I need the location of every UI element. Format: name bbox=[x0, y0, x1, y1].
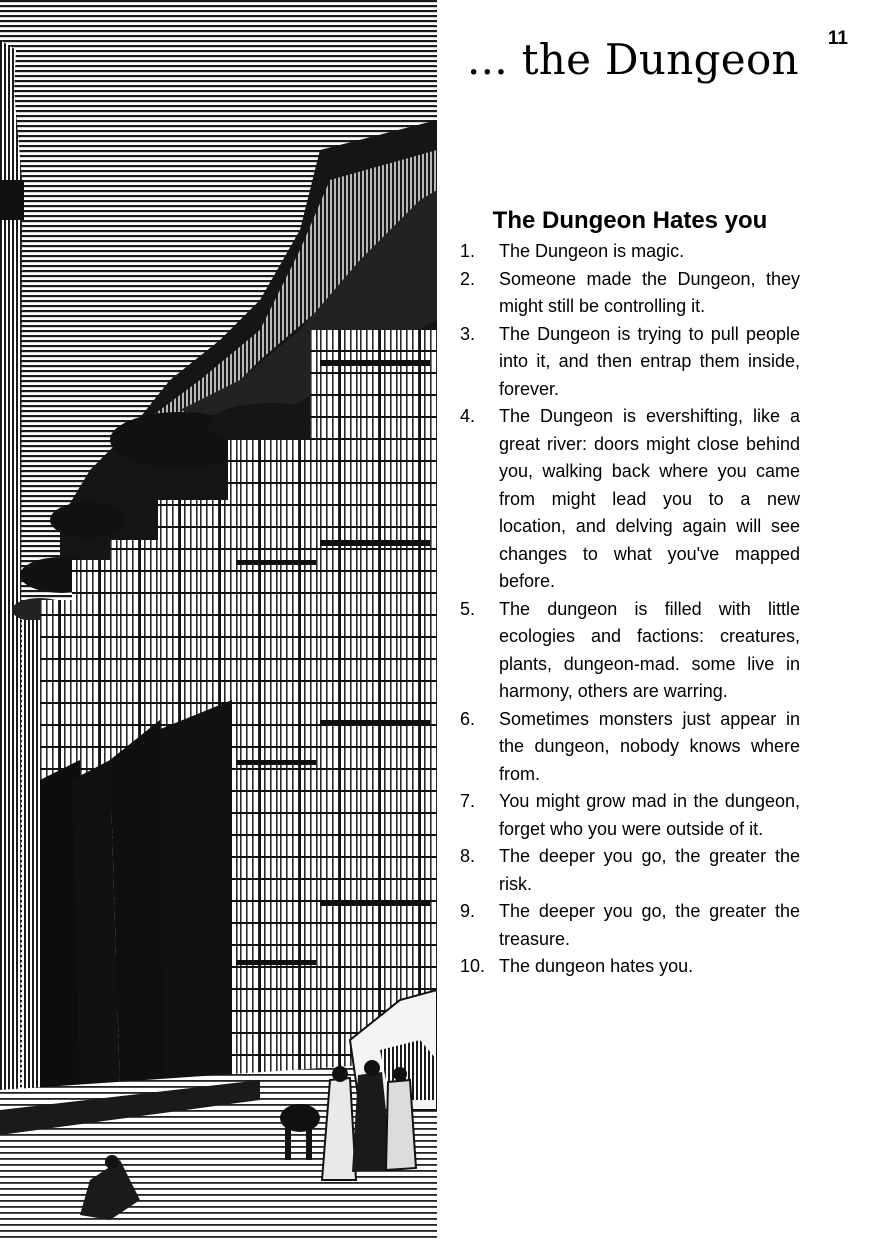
item-number: 2. bbox=[460, 268, 476, 289]
item-number: 1. bbox=[460, 241, 476, 261]
item-number: 8. bbox=[460, 846, 476, 866]
item-text: The dungeon is filled with little ecologies and factions: creatures, plants, dungeon-mad. some live in harmony, others are warring. bbox=[499, 598, 800, 701]
rules-section bbox=[460, 204, 800, 981]
list-item bbox=[460, 238, 800, 266]
item-text: The Dungeon is trying to pull people into it, and then entrap them inside, forever. bbox=[499, 323, 800, 399]
page-number: 11 bbox=[827, 28, 848, 49]
list-item bbox=[460, 706, 800, 789]
list-item bbox=[460, 403, 800, 596]
list-item bbox=[460, 596, 800, 706]
item-text: The dungeon hates you. bbox=[499, 956, 694, 976]
item-text: The deeper you go, the greater the treasure. bbox=[499, 901, 800, 949]
item-number: 7. bbox=[460, 791, 476, 811]
rules-list bbox=[460, 238, 800, 981]
item-number: 6. bbox=[460, 708, 476, 729]
list-item bbox=[460, 788, 800, 843]
item-number: 9. bbox=[460, 901, 476, 921]
section-title: The Dungeon Hates you bbox=[492, 207, 768, 234]
list-item bbox=[460, 953, 800, 981]
list-item bbox=[460, 843, 800, 898]
list-item bbox=[460, 321, 800, 404]
item-text: Someone made the Dungeon, they might still be controlling it. bbox=[499, 268, 800, 316]
item-number: 3. bbox=[460, 323, 476, 344]
item-text: Sometimes monsters just appear in the dungeon, nobody knows where from. bbox=[499, 708, 800, 784]
page-heading: ... the Dungeon bbox=[467, 35, 799, 84]
list-item bbox=[460, 266, 800, 321]
item-text: The Dungeon is evershifting, like a great river: doors might close behind you, walking back where you came from might lead you to a new location, and delving again will see changes to what you've mapped before. bbox=[499, 406, 800, 591]
item-number: 5. bbox=[460, 598, 476, 619]
item-number: 10. bbox=[460, 956, 486, 976]
item-text: The Dungeon is magic. bbox=[499, 241, 685, 261]
item-number: 4. bbox=[460, 406, 476, 426]
item-text: The deeper you go, the greater the risk. bbox=[499, 846, 800, 894]
list-item bbox=[460, 898, 800, 953]
item-text: You might grow mad in the dungeon, forget who you were outside of it. bbox=[499, 791, 800, 839]
